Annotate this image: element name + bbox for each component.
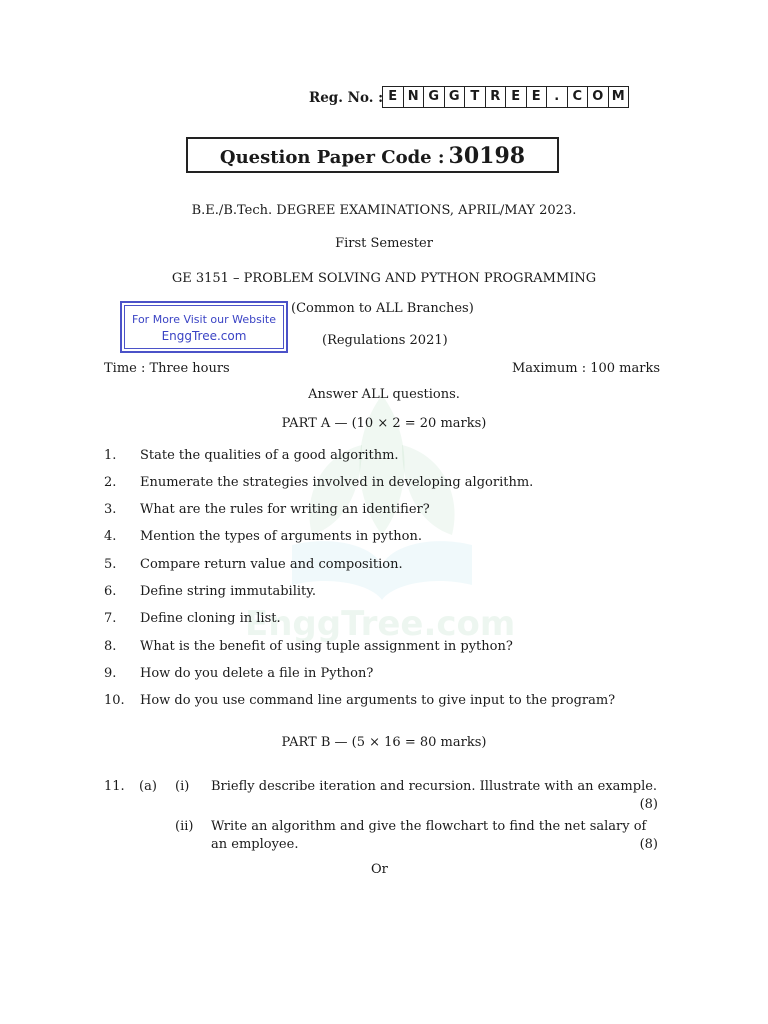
reg-no-char-box: N [404, 87, 425, 107]
exam-title: B.E./B.Tech. DEGREE EXAMINATIONS, APRIL/MAY 2023. [191, 203, 577, 218]
q11-a-ii-text-line2: an employee. [211, 837, 299, 852]
part-b-title: PART B — (5 × 16 = 80 marks) [281, 735, 487, 750]
reg-no-char-box: G [445, 87, 466, 107]
reg-no-char-box: T [465, 87, 486, 107]
question-text: What is the benefit of using tuple assignment in python? [140, 639, 513, 654]
q11-a-i-label: (i) [175, 779, 190, 794]
q11-a-i-marks: (8) [639, 797, 658, 812]
reg-no-char-box: M [611, 89, 625, 104]
reg-no-char-box: O [588, 87, 609, 107]
question-number: 1. [104, 448, 117, 463]
question-text: Define string immutability. [140, 584, 317, 599]
promo-line2: EnggTree.com [161, 329, 247, 343]
semester: First Semester [335, 236, 433, 251]
q11-sub-a: (a) [139, 779, 157, 794]
part-a-title: PART A — (10 × 2 = 20 marks) [281, 416, 487, 431]
promo-link-box[interactable] [120, 301, 288, 353]
question-text: What are the rules for writing an identifier? [140, 502, 430, 517]
q11-a-ii-text-line1: Write an algorithm and give the flowchart to find the net salary of [211, 819, 647, 834]
time-allowed: Time : Three hours [104, 361, 230, 376]
reg-no-char-box: E [527, 87, 548, 107]
qpc-label: Question Paper Code : [219, 147, 445, 168]
maximum-marks: Maximum : 100 marks [511, 361, 660, 376]
qpc-number: 30198 [448, 143, 526, 169]
course-title: GE 3151 – PROBLEM SOLVING AND PYTHON PROGRAMMING [171, 271, 597, 286]
reg-no-label: Reg. No. : [309, 90, 384, 106]
question-number: 9. [104, 666, 117, 681]
question-number: 6. [104, 584, 117, 599]
q11-a-ii-marks: (8) [639, 837, 658, 852]
q11-a-ii-label: (ii) [175, 819, 194, 834]
q11-number: 11. [104, 779, 125, 794]
reg-no-char-box: G [424, 87, 445, 107]
question-text: How do you use command line arguments to give input to the program? [140, 693, 616, 708]
reg-no-boxes [382, 86, 629, 108]
watermark-text: EnggTree.com [245, 604, 516, 644]
question-paper-code-box [186, 137, 559, 173]
question-number: 3. [104, 502, 117, 517]
branches: (Common to ALL Branches) [291, 301, 474, 316]
question-number: 7. [104, 611, 117, 626]
question-text: Mention the types of arguments in python. [140, 529, 423, 544]
question-text: Compare return value and composition. [140, 557, 403, 572]
question-text: How do you delete a file in Python? [140, 666, 374, 681]
question-number: 2. [104, 475, 117, 490]
question-number: 5. [104, 557, 117, 572]
question-number: 10. [104, 693, 125, 708]
regulations: (Regulations 2021) [322, 333, 448, 348]
question-text: Enumerate the strategies involved in developing algorithm. [140, 475, 534, 490]
question-number: 4. [104, 529, 117, 544]
or-separator: Or [371, 862, 388, 877]
reg-no-char-box: E [383, 87, 404, 107]
instruction: Answer ALL questions. [308, 387, 460, 402]
reg-no-char-box: R [486, 87, 507, 107]
question-text: State the qualities of a good algorithm. [140, 448, 399, 463]
promo-line1: For More Visit our Website [132, 313, 276, 326]
reg-no-char-box: C [568, 87, 589, 107]
question-number: 8. [104, 639, 117, 654]
reg-no-char-box: E [506, 87, 527, 107]
question-text: Define cloning in list. [140, 611, 281, 626]
q11-a-i-text: Briefly describe iteration and recursion. Illustrate with an example. [211, 779, 658, 794]
reg-no-char-box: . [547, 87, 568, 107]
